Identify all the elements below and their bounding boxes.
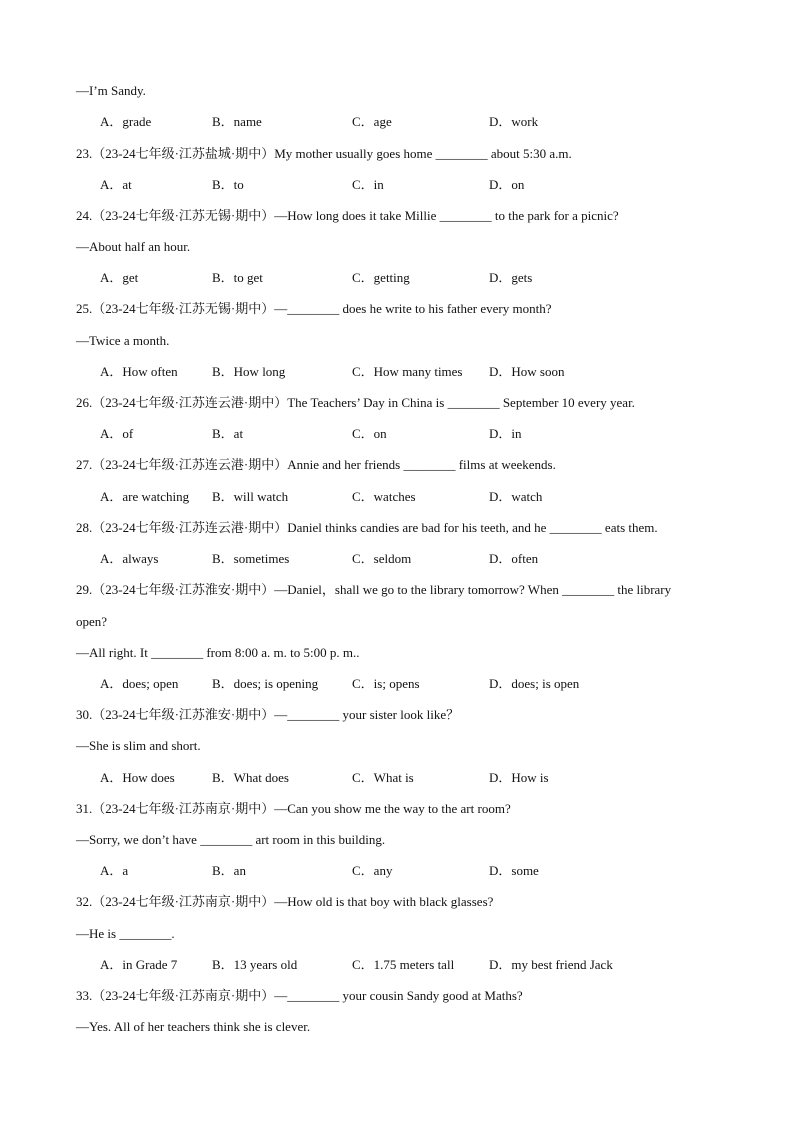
question-29: 29.（23-24七年级·江苏淮安·期中）—Daniel，shall we go to the library tomorrow? When ________ the library (76, 582, 672, 597)
question-30: 30.（23-24七年级·江苏淮安·期中）—________ your sister look like？ (76, 707, 460, 722)
option-c: C．any (352, 863, 393, 878)
option-c: C．is; opens (352, 676, 420, 691)
option-a: A．a (100, 863, 129, 878)
option-a: A．always (100, 551, 159, 566)
option-b: B．an (212, 863, 246, 878)
question-29-continued: open? (76, 614, 108, 629)
question-28: 28.（23-24七年级·江苏连云港·期中）Daniel thinks candies are bad for his teeth, and he ________ eats them. (76, 520, 658, 535)
options-q23 (100, 176, 780, 194)
option-d: D．my best friend Jack (489, 957, 613, 972)
option-b: B．name (212, 114, 262, 129)
option-a: A．does; open (100, 676, 179, 691)
option-d: D．work (489, 114, 539, 129)
answer-line: —Sorry, we don’t have ________ art room in this building. (76, 832, 386, 847)
options-q28 (100, 550, 780, 568)
option-c: C．watches (352, 489, 416, 504)
option-a: A．How does (100, 770, 175, 785)
question-23: 23.（23-24七年级·江苏盐城·期中）My mother usually goes home ________ about 5:30 a.m. (76, 146, 572, 161)
option-b: B．to (212, 177, 244, 192)
option-b: B．What does (212, 770, 289, 785)
option-d: D．some (489, 863, 539, 878)
option-c: C．on (352, 426, 387, 441)
option-a: A．are watching (100, 489, 190, 504)
option-b: B．How long (212, 364, 286, 379)
option-c: C．getting (352, 270, 410, 285)
options-q32 (100, 956, 780, 974)
option-d: D．How soon (489, 364, 565, 379)
option-a: A．get (100, 270, 139, 285)
question-27: 27.（23-24七年级·江苏连云港·期中）Annie and her friends ________ films at weekends. (76, 457, 556, 472)
answer-line: —All right. It ________ from 8:00 a. m. to 5:00 p. m.. (76, 645, 360, 660)
option-b: B．will watch (212, 489, 289, 504)
option-d: D．gets (489, 270, 533, 285)
question-26: 26.（23-24七年级·江苏连云港·期中）The Teachers’ Day in China is ________ September 10 every year. (76, 395, 635, 410)
options-q26 (100, 425, 780, 443)
options-q27 (100, 488, 780, 506)
option-c: C．in (352, 177, 384, 192)
answer-line: —About half an hour. (76, 239, 191, 254)
option-a: A．How often (100, 364, 178, 379)
options-q24 (100, 269, 780, 287)
option-b: B．does; is opening (212, 676, 319, 691)
option-a: A．grade (100, 114, 152, 129)
question-32: 32.（23-24七年级·江苏南京·期中）—How old is that boy with black glasses? (76, 894, 494, 909)
question-24: 24.（23-24七年级·江苏无锡·期中）—How long does it take Millie ________ to the park for a picnic? (76, 208, 619, 223)
options-q25 (100, 363, 780, 381)
answer-line: —Yes. All of her teachers think she is clever. (76, 1019, 311, 1034)
option-c: C．seldom (352, 551, 412, 566)
answer-line: —Twice a month. (76, 333, 170, 348)
option-d: D．often (489, 551, 539, 566)
option-a: A．at (100, 177, 132, 192)
option-c: C．What is (352, 770, 414, 785)
options-q29 (100, 675, 780, 693)
options-q30 (100, 769, 780, 787)
option-b: B．to get (212, 270, 263, 285)
option-d: D．watch (489, 489, 543, 504)
options-q22 (100, 113, 780, 131)
answer-line: —He is ________. (76, 926, 175, 941)
option-a: A．of (100, 426, 134, 441)
option-d: D．How is (489, 770, 549, 785)
option-a: A．in Grade 7 (100, 957, 178, 972)
option-d: D．on (489, 177, 525, 192)
option-c: C．age (352, 114, 392, 129)
question-33: 33.（23-24七年级·江苏南京·期中）—________ your cousin Sandy good at Maths? (76, 988, 523, 1003)
option-d: D．does; is open (489, 676, 580, 691)
option-c: C．1.75 meters tall (352, 957, 455, 972)
question-25: 25.（23-24七年级·江苏无锡·期中）—________ does he write to his father every month? (76, 301, 552, 316)
option-c: C．How many times (352, 364, 463, 379)
option-b: B．at (212, 426, 244, 441)
answer-line: —I’m Sandy. (76, 83, 146, 98)
option-d: D．in (489, 426, 522, 441)
answer-line: —She is slim and short. (76, 738, 201, 753)
option-b: B．sometimes (212, 551, 290, 566)
options-q31 (100, 862, 780, 880)
question-31: 31.（23-24七年级·江苏南京·期中）—Can you show me the way to the art room? (76, 801, 511, 816)
option-b: B．13 years old (212, 957, 298, 972)
